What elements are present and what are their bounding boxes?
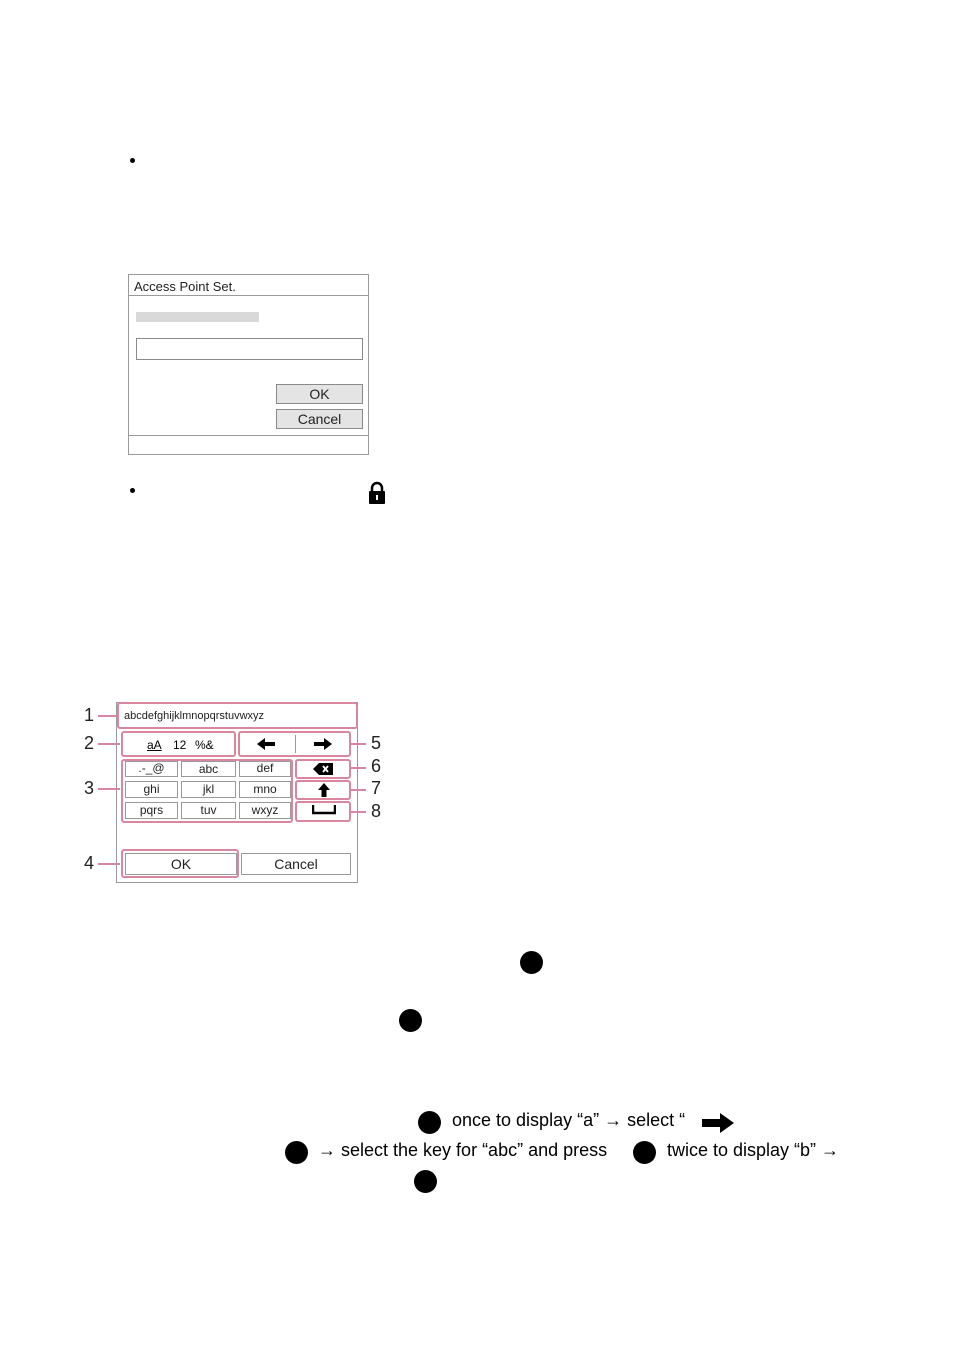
callout-number: 4 — [84, 853, 95, 873]
bullet — [130, 158, 135, 163]
dialog-input-field[interactable] — [136, 338, 363, 360]
step-text: once to display “a” → select “ — [452, 1110, 686, 1130]
char-key[interactable]: tuv — [181, 802, 236, 819]
cursor-key-divider — [295, 735, 296, 753]
char-key[interactable]: .-_@ — [125, 761, 178, 777]
mode-key-numbers[interactable]: 12 — [173, 738, 187, 752]
callout-number: 6 — [371, 756, 382, 776]
callout-number: 1 — [84, 705, 95, 725]
button-circle-icon — [418, 1111, 441, 1134]
callout-leader — [98, 788, 120, 790]
callout-leader — [350, 811, 366, 813]
button-circle-icon — [633, 1141, 656, 1164]
left-arrow-icon[interactable] — [257, 738, 275, 750]
char-key[interactable]: pqrs — [125, 802, 178, 819]
right-arrow-icon — [702, 1113, 734, 1133]
callout-number: 7 — [371, 778, 382, 798]
callout-leader — [350, 767, 366, 769]
bullet — [130, 488, 135, 493]
right-arrow-icon[interactable] — [314, 738, 332, 750]
dialog-title: Access Point Set. — [134, 279, 236, 294]
char-key[interactable]: def — [239, 761, 291, 777]
keyboard-screen — [116, 702, 358, 883]
callout-leader — [98, 743, 120, 745]
char-key[interactable]: ghi — [125, 781, 178, 798]
button-circle-icon — [414, 1170, 437, 1193]
divider — [129, 295, 368, 296]
divider — [129, 435, 368, 436]
button-circle-icon — [520, 951, 543, 974]
backspace-icon[interactable] — [313, 763, 333, 775]
step-text: → select the key for “abc” and press — [318, 1140, 608, 1160]
cancel-button[interactable]: Cancel — [276, 409, 363, 429]
mode-key-case[interactable]: aA — [147, 738, 162, 752]
ok-button[interactable]: OK — [276, 384, 363, 404]
lock-icon — [368, 481, 386, 505]
access-point-dialog — [128, 274, 369, 455]
keyboard-input-field[interactable]: abcdefghijklmnopqrstuvwxyz — [124, 710, 265, 722]
button-circle-icon — [399, 1009, 422, 1032]
step-text: twice to display “b” → — [667, 1140, 840, 1160]
char-key[interactable]: wxyz — [239, 802, 291, 819]
shift-icon[interactable] — [318, 783, 330, 797]
keyboard-ok-button[interactable]: OK — [125, 853, 237, 875]
mode-key-symbols[interactable]: %& — [195, 738, 214, 752]
callout-leader — [350, 789, 366, 791]
char-key[interactable]: abc — [181, 761, 236, 777]
callout-number: 8 — [371, 801, 382, 821]
callout-leader — [98, 715, 117, 717]
space-icon[interactable] — [312, 805, 336, 815]
callout-leader — [350, 743, 366, 745]
callout-leader — [98, 863, 120, 865]
callout-number: 3 — [84, 778, 95, 798]
char-key[interactable]: mno — [239, 781, 291, 798]
keyboard-cancel-button[interactable]: Cancel — [241, 853, 351, 875]
callout-number: 5 — [371, 733, 382, 753]
char-key[interactable]: jkl — [181, 781, 236, 798]
button-circle-icon — [285, 1141, 308, 1164]
callout-number: 2 — [84, 733, 95, 753]
dialog-placeholder-bar — [136, 312, 259, 322]
